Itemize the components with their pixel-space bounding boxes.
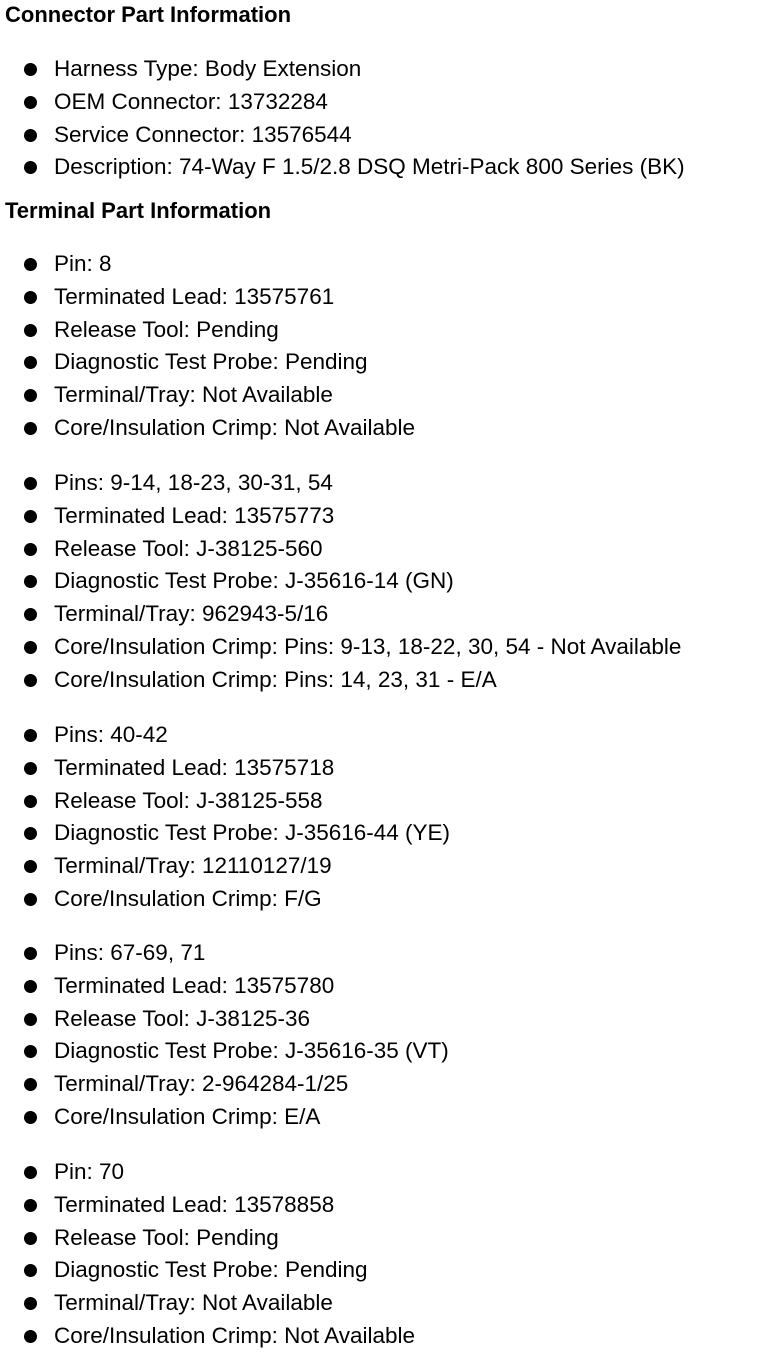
list-item-text: Terminated Lead: 13575780 <box>54 972 335 998</box>
list-item-text: Core/Insulation Crimp: Pins: 9-13, 18-22, 30, 54 - Not Available <box>54 633 682 659</box>
list-item-text: Diagnostic Test Probe: Pending <box>54 1257 368 1283</box>
list-item-text: Terminated Lead: 13575773 <box>54 502 335 528</box>
bullet-icon <box>24 1232 37 1245</box>
list-item-text: Pins: 40-42 <box>54 722 168 747</box>
list-item-text: Terminal/Tray: 962943-5/16 <box>54 601 329 627</box>
list-item-text: Terminal/Tray: Not Available <box>54 382 333 408</box>
list-item-text: Pin: 8 <box>54 251 112 276</box>
list-item-text: Core/Insulation Crimp: E/A <box>54 1103 321 1129</box>
list-item-text: Description: 74-Way F 1.5/2.8 DSQ Metri-Pack 800 Series (BK) <box>54 154 685 180</box>
list-item-text: Release Tool: Pending <box>54 316 279 342</box>
list-item-text: Pins: 9-14, 18-23, 30-31, 54 <box>54 470 333 495</box>
bullet-icon <box>24 608 37 621</box>
list-item-text: Core/Insulation Crimp: Not Available <box>54 414 416 440</box>
bullet-icon <box>24 980 37 993</box>
bullet-icon <box>24 1078 37 1091</box>
bullet-icon <box>24 1013 37 1026</box>
bullet-icon <box>24 1330 37 1343</box>
bullet-icon <box>24 795 37 808</box>
bullet-icon <box>24 1166 37 1179</box>
list-item-text: Service Connector: 13576544 <box>54 121 352 147</box>
list-item-text: Release Tool: J-38125-558 <box>54 787 323 813</box>
list-item-text: Terminal/Tray: Not Available <box>54 1290 333 1316</box>
bullet-icon <box>24 422 37 435</box>
bullet-icon <box>24 762 37 775</box>
list-item-text: Release Tool: J-38125-560 <box>54 535 323 561</box>
list-item-text: Harness Type: Body Extension <box>54 56 362 81</box>
bullet-icon <box>24 258 37 271</box>
bullet-icon <box>24 575 37 588</box>
list-item-text: OEM Connector: 13732284 <box>54 88 328 114</box>
list-item-text: Terminal/Tray: 12110127/19 <box>54 853 332 879</box>
connector-part-heading: Connector Part Information <box>5 2 292 27</box>
bullet-icon <box>24 947 37 960</box>
bullet-icon <box>24 389 37 402</box>
list-item-text: Terminated Lead: 13575761 <box>54 283 335 309</box>
bullet-icon <box>24 291 37 304</box>
list-item-text: Terminated Lead: 13578858 <box>54 1191 335 1217</box>
terminal-part-heading: Terminal Part Information <box>5 198 272 223</box>
bullet-icon <box>24 1297 37 1310</box>
bullet-icon <box>24 543 37 556</box>
bullet-icon <box>24 129 37 142</box>
list-item-text: Diagnostic Test Probe: J-35616-14 (GN) <box>54 568 454 594</box>
bullet-icon <box>24 356 37 369</box>
list-item-text: Core/Insulation Crimp: F/G <box>54 885 322 911</box>
list-item-text: Pin: 70 <box>54 1159 125 1184</box>
bullet-icon <box>24 674 37 687</box>
bullet-icon <box>24 860 37 873</box>
bullet-icon <box>24 96 37 109</box>
bullet-icon <box>24 729 37 742</box>
bullet-icon <box>24 827 37 840</box>
bullet-icon <box>24 324 37 337</box>
list-item-text: Release Tool: Pending <box>54 1224 279 1250</box>
list-item-text: Diagnostic Test Probe: J-35616-44 (YE) <box>54 820 451 846</box>
list-item-text: Terminal/Tray: 2-964284-1/25 <box>54 1071 349 1097</box>
bullet-icon <box>24 161 37 174</box>
list-item-text: Diagnostic Test Probe: J-35616-35 (VT) <box>54 1038 449 1064</box>
bullet-icon <box>24 1045 37 1058</box>
bullet-icon <box>24 63 37 76</box>
list-item-text: Core/Insulation Crimp: Pins: 14, 23, 31 - E/A <box>54 666 497 692</box>
bullet-icon <box>24 641 37 654</box>
bullet-icon <box>24 893 37 906</box>
bullet-icon <box>24 1264 37 1277</box>
bullet-icon <box>24 510 37 523</box>
bullet-icon <box>24 1199 37 1212</box>
bullet-icon <box>24 477 37 490</box>
list-item-text: Diagnostic Test Probe: Pending <box>54 349 368 375</box>
list-item-text: Release Tool: J-38125-36 <box>54 1005 311 1031</box>
bullet-icon <box>24 1111 37 1124</box>
list-item-text: Pins: 67-69, 71 <box>54 940 206 965</box>
list-item-text: Core/Insulation Crimp: Not Available <box>54 1322 416 1348</box>
list-item-text: Terminated Lead: 13575718 <box>54 754 335 780</box>
